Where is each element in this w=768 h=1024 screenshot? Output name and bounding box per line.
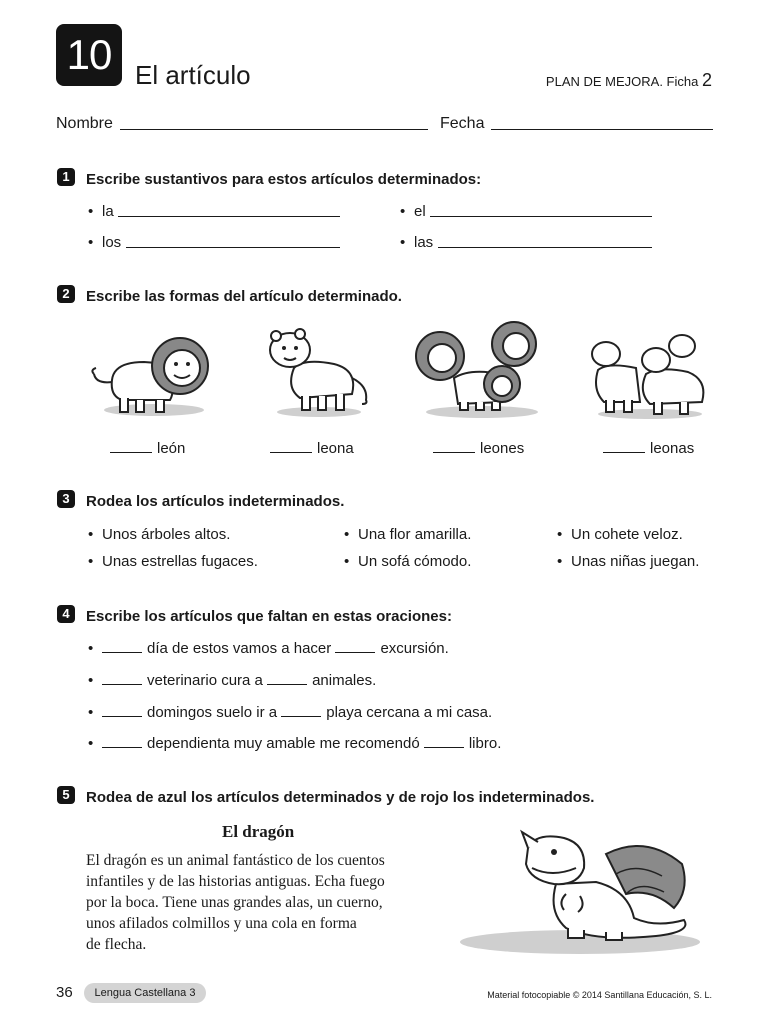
lion-label: león <box>110 440 185 457</box>
lion-label: leonas <box>603 440 694 457</box>
name-label: Nombre <box>56 115 113 132</box>
list-item: • los <box>88 234 122 251</box>
list-item: • el <box>400 203 426 220</box>
lionesses-group-icon <box>584 330 714 422</box>
sentence-item: • dependienta muy amable me recomendó libro. <box>88 735 502 752</box>
plan-text: PLAN DE MEJORA. Ficha <box>545 74 699 89</box>
story-text: El dragón es un animal fantástico de los cuentos infantiles y de las historias antiguas. Echa fuego por la boca. Tiene unas grandes alas, un cuerno, unos afilados colmillos y una cola en forma de flecha. <box>86 852 385 953</box>
answer-field[interactable] <box>430 216 652 217</box>
exercise-number: 5 <box>57 786 75 804</box>
exercise-instruction: Rodea los artículos indeterminados. <box>86 493 345 510</box>
list-item: • Unas niñas juegan. <box>557 553 700 570</box>
unit-number-badge: 10 <box>56 24 122 86</box>
list-item: • Una flor amarilla. <box>344 526 472 543</box>
exercise-instruction: Escribe sustantivos para estos artículos determinados: <box>86 171 482 188</box>
answer-field[interactable] <box>126 247 340 248</box>
exercise-number: 2 <box>57 285 75 303</box>
plan-label <box>546 70 712 91</box>
lion-label: leona <box>270 440 354 457</box>
exercise-instruction: Escribe las formas del artículo determinado. <box>86 288 402 305</box>
exercise-number: 1 <box>57 168 75 186</box>
answer-field[interactable] <box>438 247 652 248</box>
answer-field[interactable] <box>118 216 340 217</box>
book-title-badge: Lengua Castellana 3 <box>84 983 206 1003</box>
lion-icon <box>84 328 214 420</box>
list-item: • Un cohete veloz. <box>557 526 683 543</box>
page-number: 36 <box>56 984 73 1001</box>
sentence-item: • día de estos vamos a hacer excursión. <box>88 640 449 657</box>
sentence-item: • domingos suelo ir a playa cercana a mi casa. <box>88 704 493 721</box>
exercise-instruction: Escribe los artículos que faltan en estas oraciones: <box>86 608 452 625</box>
date-label: Fecha <box>440 115 485 132</box>
exercise-number: 3 <box>57 490 75 508</box>
lioness-icon <box>264 328 374 420</box>
lions-group-icon <box>410 318 550 420</box>
page-title: El artículo <box>135 60 251 90</box>
list-item: • las <box>400 234 434 251</box>
lion-label: leones <box>433 440 524 457</box>
copyright-notice: Material fotocopiable © 2014 Santillana Educación, S. L. <box>487 990 712 1000</box>
plan-number: 2 <box>701 70 712 90</box>
list-item: • la <box>88 203 114 220</box>
exercise-number: 4 <box>57 605 75 623</box>
sentence-item: • veterinario cura a animales. <box>88 672 377 689</box>
name-field[interactable] <box>120 129 428 130</box>
list-item: • Un sofá cómodo. <box>344 553 472 570</box>
list-item: • Unos árboles altos. <box>88 526 231 543</box>
date-field[interactable] <box>491 129 713 130</box>
list-item: • Unas estrellas fugaces. <box>88 553 258 570</box>
exercise-instruction: Rodea de azul los artículos determinados y de rojo los indeterminados. <box>86 789 595 806</box>
story-title: El dragón <box>222 822 295 841</box>
dragon-icon <box>456 824 700 960</box>
